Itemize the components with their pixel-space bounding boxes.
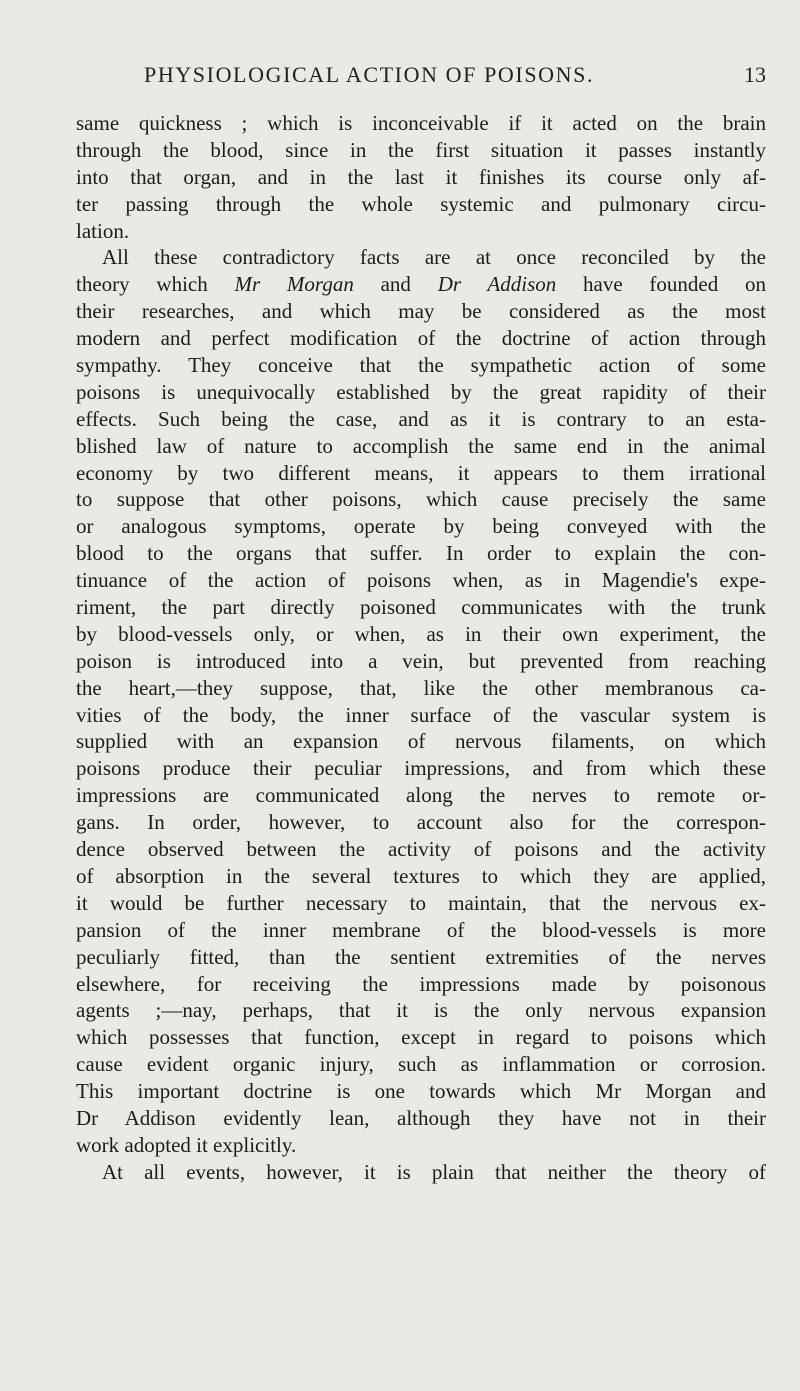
page-number: 13 (744, 62, 766, 87)
text-line: which possesses that function, except in regard to poisons which (76, 1025, 766, 1050)
running-head: PHYSIOLOGICAL ACTION OF POISONS. (144, 62, 595, 87)
text-line: blished law of nature to accomplish the same end in the animal (76, 433, 766, 458)
text-line: riment, the part directly poisoned communicates with the trunk (76, 595, 766, 620)
text-line: dence observed between the activity of poisons and the activity (76, 837, 766, 862)
text-line: This important doctrine is one towards which Mr Morgan and (76, 1079, 766, 1104)
text-line (76, 271, 766, 298)
text-line: into that organ, and in the last it finishes its course only af- (76, 164, 766, 189)
text-line: to suppose that other poisons, which cause precisely the same (76, 487, 766, 512)
text-line: Dr Addison evidently lean, although they have not in their (76, 1105, 766, 1130)
text-line: work adopted it explicitly. (76, 1132, 297, 1157)
text-line: poison is introduced into a vein, but prevented from reaching (76, 648, 766, 673)
text-segment: and (353, 272, 438, 297)
text-line: of absorption in the several textures to which they are applied, (76, 863, 766, 888)
text-line: or analogous symptoms, operate by being conveyed with the (76, 514, 766, 539)
text-line: lation. (76, 218, 130, 243)
text-line: agents ;—nay, perhaps, that it is the only nervous expansion (76, 998, 766, 1023)
italic-name: Dr Addison (437, 272, 557, 297)
body-text (76, 110, 766, 1186)
text-line: poisons is unequivocally established by the great rapidity of their (76, 379, 766, 404)
page-header (76, 62, 766, 94)
text-line: same quickness ; which is inconceivable if it acted on the brain (76, 111, 766, 135)
text-line: by blood-vessels only, or when, as in their own experiment, the (76, 621, 766, 646)
text-line: vities of the body, the inner surface of the vascular system is (76, 702, 766, 727)
text-line: gans. In order, however, to account also for the correspon- (76, 810, 766, 835)
text-line: the heart,—they suppose, that, like the other membranous ca- (76, 675, 766, 700)
text-line: pansion of the inner membrane of the blood-vessels is more (76, 917, 766, 942)
text-line: ter passing through the whole systemic and pulmonary circu- (76, 191, 766, 216)
text-line: blood to the organs that suffer. In order to explain the con- (76, 541, 766, 566)
italic-name: Mr Morgan (234, 272, 354, 297)
text-line: At all events, however, it is plain that neither the theory of (102, 1159, 766, 1184)
text-line: their researches, and which may be considered as the most (76, 299, 766, 324)
text-line: cause evident organic injury, such as inflammation or corrosion. (76, 1052, 766, 1077)
text-line: effects. Such being the case, and as it is contrary to an esta- (76, 406, 766, 431)
text-line: economy by two different means, it appears to them irrational (76, 460, 766, 485)
text-line: supplied with an expansion of nervous filaments, on which (76, 729, 766, 754)
text-line: through the blood, since in the first situation it passes instantly (76, 137, 766, 162)
text-line: impressions are communicated along the nerves to remote or- (76, 783, 766, 808)
text-line: tinuance of the action of poisons when, as in Magendie's expe- (76, 568, 766, 593)
text-line: elsewhere, for receiving the impressions made by poisonous (76, 971, 766, 996)
text-line: poisons produce their peculiar impressions, and from which these (76, 756, 766, 781)
text-line: sympathy. They conceive that the sympathetic action of some (76, 353, 766, 378)
text-segment: theory which (76, 272, 235, 297)
text-line: modern and perfect modification of the doctrine of action through (76, 326, 766, 351)
text-line: it would be further necessary to maintain, that the nervous ex- (76, 890, 766, 915)
text-line: All these contradictory facts are at once reconciled by the (102, 245, 766, 270)
text-line: peculiarly fitted, than the sentient extremities of the nerves (76, 944, 766, 969)
text-segment: have founded on (556, 272, 766, 297)
